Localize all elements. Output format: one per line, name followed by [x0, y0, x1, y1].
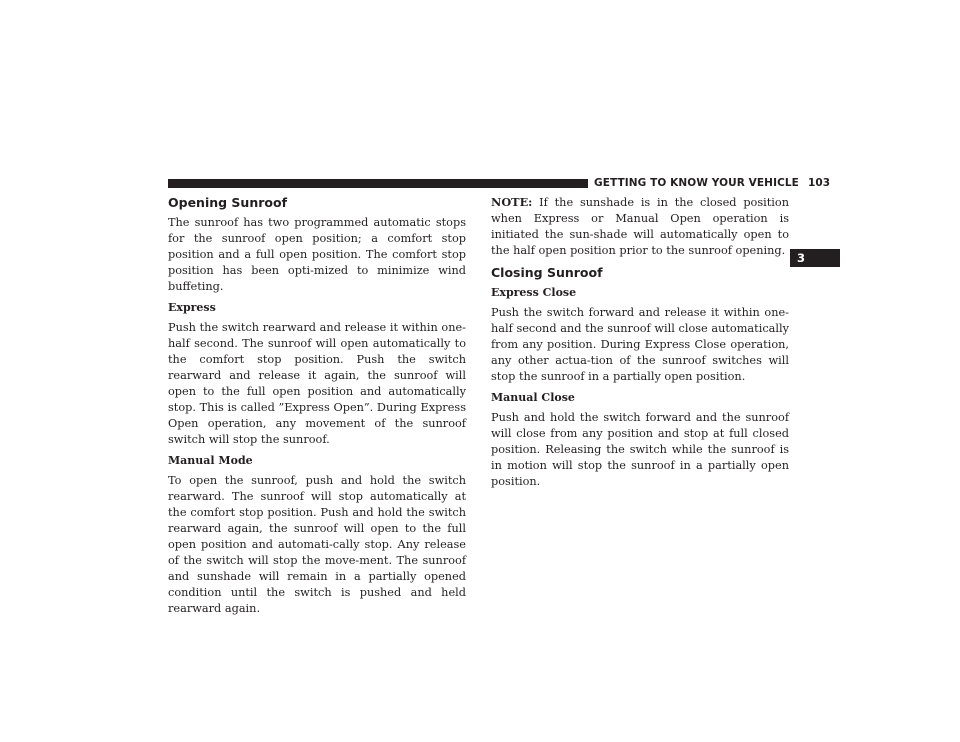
manual-mode-heading: Manual Mode: [168, 454, 253, 467]
express-close-paragraph: Push the switch forward and release it within one-half second and the sunroof will close automatically from any position. During Express Close operation, any other actua-tion of the sunroof switches will stop the sunroof in a partially open position.: [491, 306, 789, 383]
left-column: [168, 194, 466, 622]
closing-sunroof-heading: Closing Sunroof: [491, 265, 603, 280]
manual-close-paragraph: Push and hold the switch forward and the sunroof will close from any position and stop at full closed position. Releasing the switch while the sunroof is in motion will stop the sunroof in a partially open position.: [491, 411, 789, 488]
manual-close-heading: Manual Close: [491, 391, 575, 404]
opening-sunroof-intro: The sunroof has two programmed automatic stops for the sunroof open position; a comfort stop position and a full open position. The comfort stop position has been opti-mized to minimize wind buffeting.: [168, 216, 466, 293]
express-heading: Express: [168, 301, 216, 314]
express-paragraph: Push the switch rearward and release it within one-half second. The sunroof will open automatically to the comfort stop position. Push the switch rearward and release it again, the sunroof will open to the full open position and automatically stop. This is called ”Express Open”. During Express Open operation, any movement of the sunroof switch will stop the sunroof.: [168, 321, 466, 446]
chapter-tab: 3: [790, 249, 840, 267]
right-column: [491, 194, 789, 495]
running-head: [594, 177, 830, 189]
header-rule: [168, 179, 588, 188]
note-label: NOTE:: [491, 195, 533, 209]
page-number: 103: [807, 177, 831, 189]
section-title: GETTING TO KNOW YOUR VEHICLE: [594, 177, 799, 189]
opening-sunroof-heading: Opening Sunroof: [168, 195, 288, 210]
note-text: If the sunshade is in the closed position when Express or Manual Open operation is initiated the sun-shade will automatically open to the half open position prior to the sunroof opening.: [491, 196, 789, 257]
note-paragraph: [491, 194, 789, 259]
manual-mode-paragraph: To open the sunroof, push and hold the switch rearward. The sunroof will stop automatically at the comfort stop position. Push and hold the switch rearward again, the sunroof will open to the full open position and automati-cally stop. Any release of the switch will stop the move-ment. The sunroof and sunshade will remain in a partially opened condition until the switch is pushed and held rearward again.: [168, 474, 466, 615]
express-close-heading: Express Close: [491, 286, 577, 299]
